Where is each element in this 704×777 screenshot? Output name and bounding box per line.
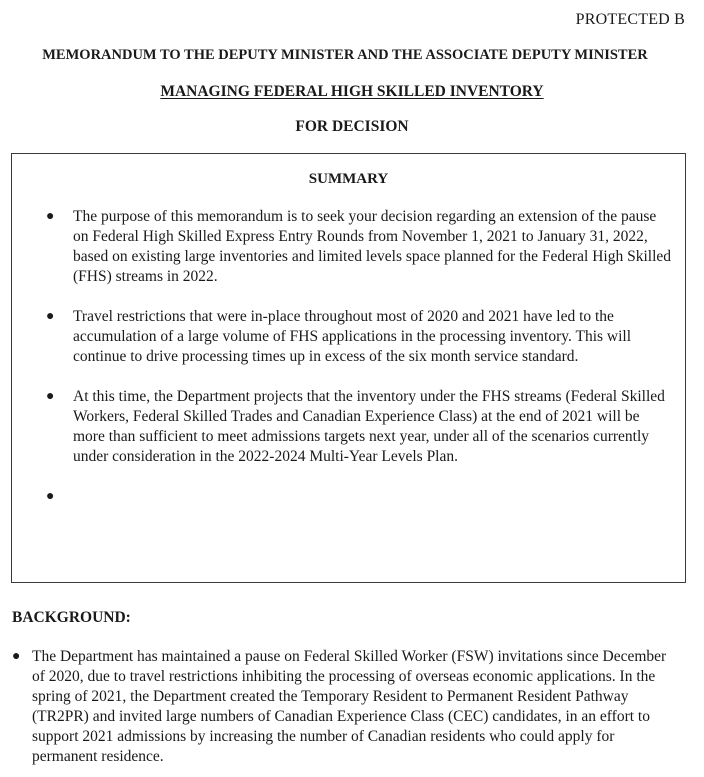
memo-title (0, 83, 704, 101)
summary-heading: SUMMARY (308, 171, 389, 187)
memo-title-text: MANAGING FEDERAL HIGH SKILLED INVENTORY (160, 83, 544, 100)
memo-purpose: FOR DECISION (295, 118, 409, 135)
background-item-text: The Department has maintained a pause on Federal Skilled Worker (FSW) invitations since December of 2020, due to travel restrictions inhibiting the processing of overseas economic applications. In the spring of 2021, the Department created the Temporary Resident to Permanent Resident Pathway (TR2PR) and invited large numbers of Canadian Experience Class (CEC) candidates, in an effort to support 2021 admissions by increasing the number of Canadian residents who could apply for permanent residence. (32, 648, 667, 765)
background-list (0, 647, 704, 767)
security-classification: PROTECTED B (575, 11, 685, 28)
summary-item-text: The purpose of this memorandum is to seek your decision regarding an extension of the pause on Federal High Skilled Express Entry Rounds from November 1, 2021 to January 31, 2022, based on existing large inventories and limited levels space planned for the Federal High Skilled (FHS) streams in 2022. (73, 208, 672, 285)
bullet-icon: ● (46, 389, 55, 404)
summary-item-text: At this time, the Department projects that the inventory under the FHS streams (Federal Skilled Workers, Federal Skilled Trades and Canadian Experience Class) at the end of 2021 will be more than sufficient to meet admissions targets next year, under all of the scenarios currently under consideration in the 2022-2024 Multi-Year Levels Plan. (73, 388, 665, 465)
summary-item (12, 387, 685, 467)
bullet-icon: ● (46, 309, 55, 324)
summary-item (12, 207, 685, 287)
summary-item-empty (12, 487, 685, 507)
background-heading: BACKGROUND: (12, 609, 131, 626)
background-item (0, 647, 704, 767)
memo-recipient-line: MEMORANDUM TO THE DEPUTY MINISTER AND THE ASSOCIATE DEPUTY MINISTER (42, 47, 648, 63)
bullet-icon: ● (46, 209, 55, 224)
bullet-icon: ● (12, 649, 21, 664)
summary-item (12, 307, 685, 367)
bullet-icon: ● (46, 489, 55, 504)
summary-box (11, 153, 686, 583)
summary-item-text: Travel restrictions that were in-place throughout most of 2020 and 2021 have led to the accumulation of a large volume of FHS applications in the processing inventory. This will continue to drive processing times up in excess of the six month service standard. (73, 308, 632, 365)
summary-list (12, 207, 685, 527)
